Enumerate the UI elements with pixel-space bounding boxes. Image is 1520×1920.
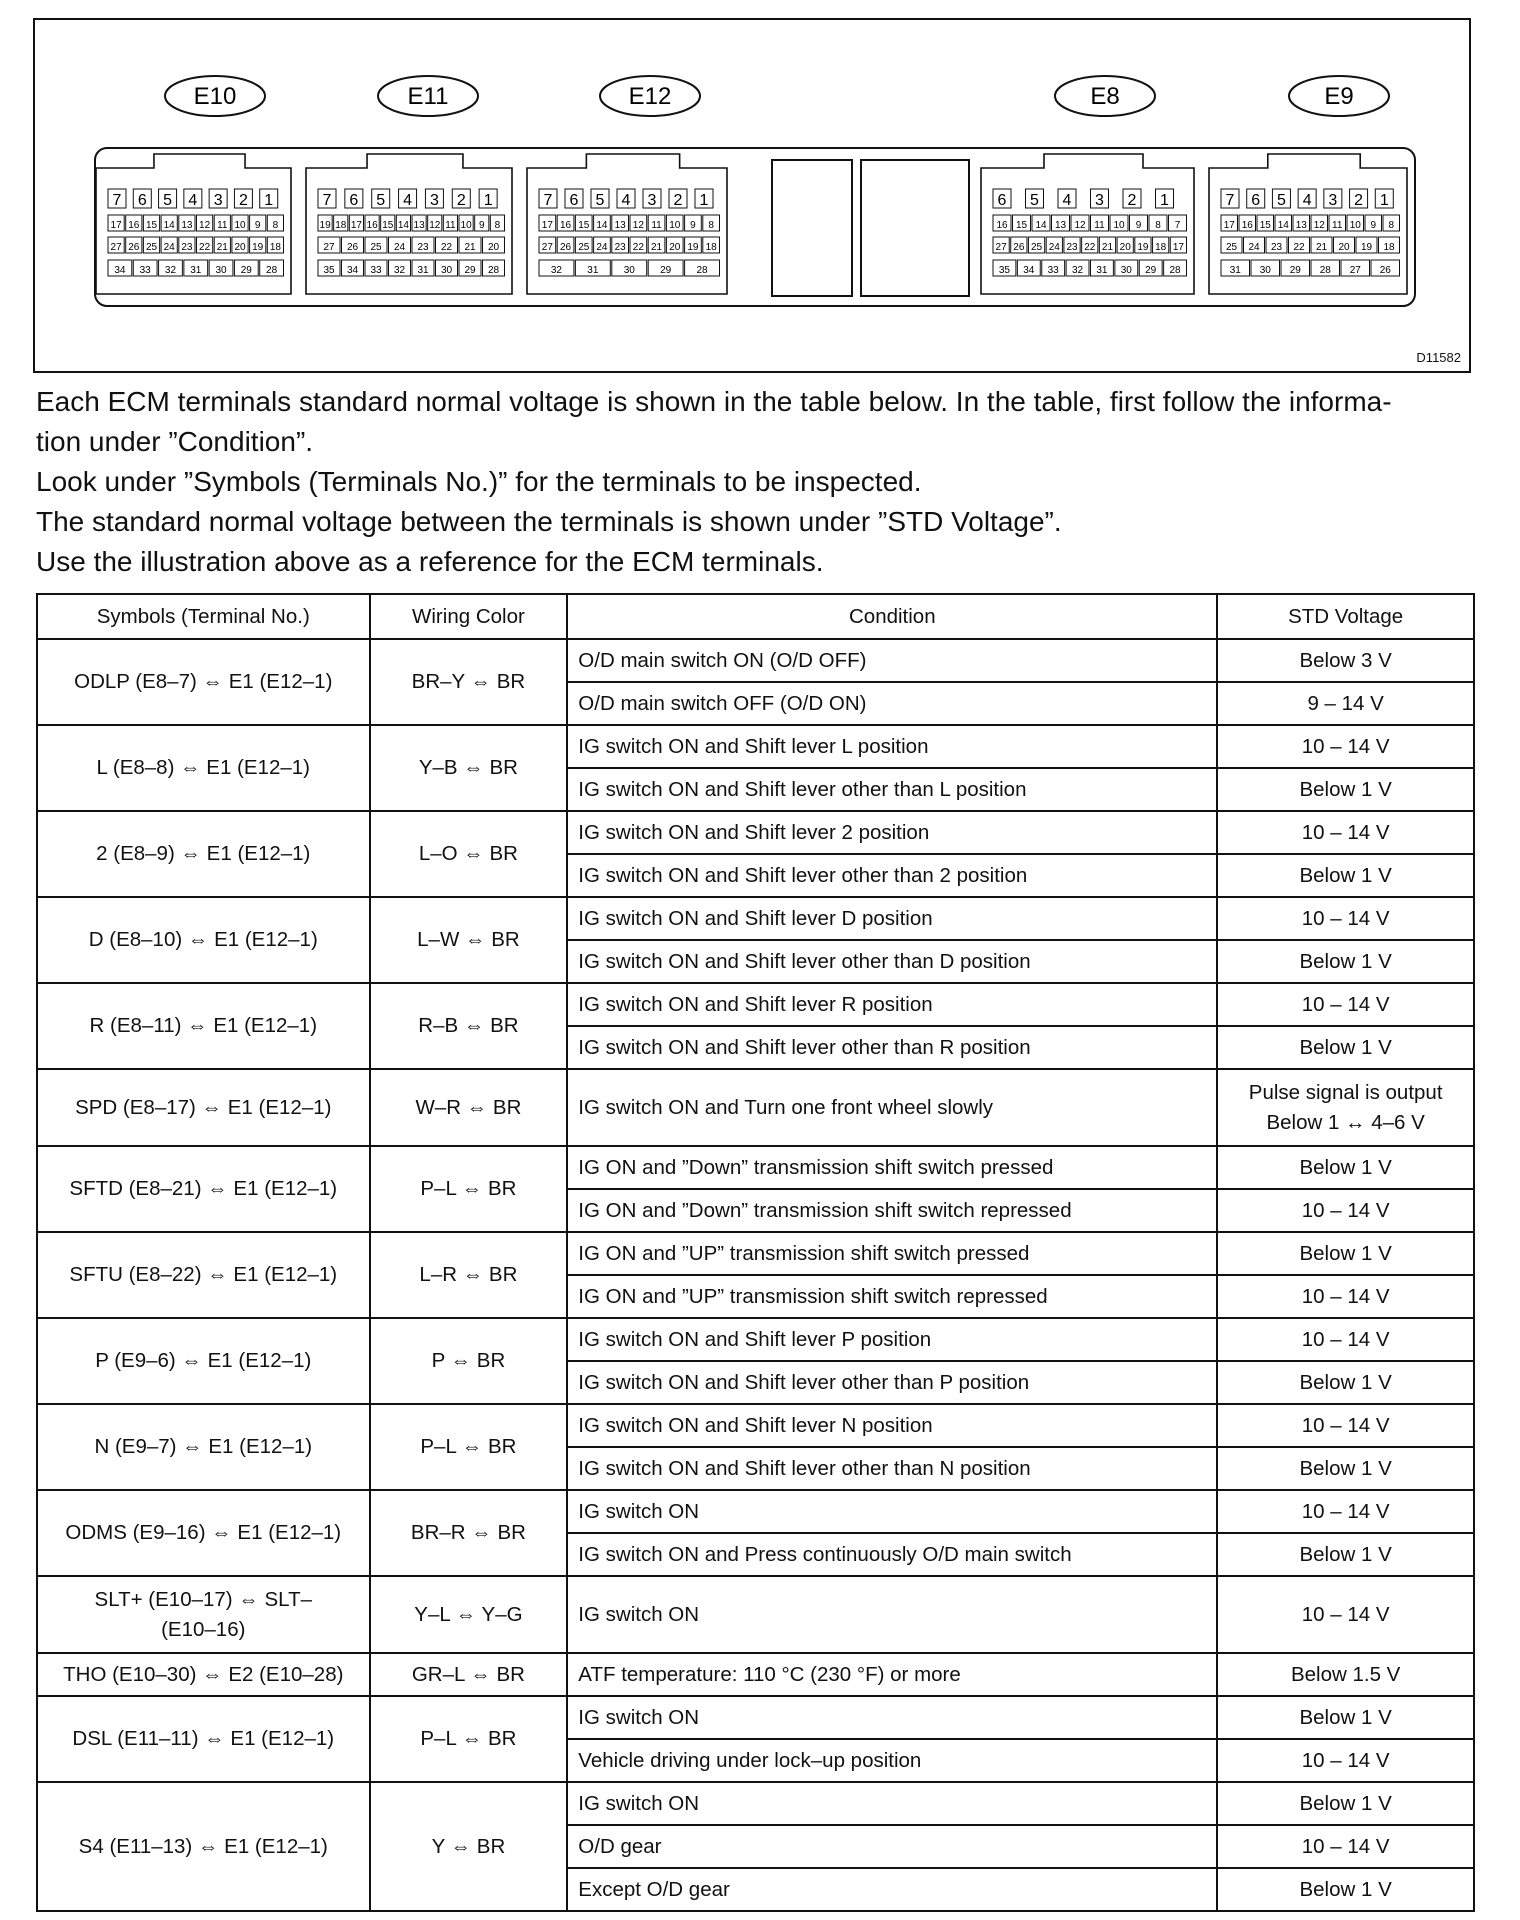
terminal-number: 13 [614, 220, 626, 231]
std-voltage-cell: 10 – 14 V [1217, 897, 1474, 940]
table-row [37, 725, 1474, 768]
terminal-number: 8 [708, 220, 714, 231]
std-voltage-cell: 10 – 14 V [1217, 1576, 1474, 1653]
terminal-number: 2 [238, 192, 248, 209]
terminal-number: 10 [234, 220, 246, 231]
terminal-number: 17 [350, 220, 362, 231]
table-row [37, 1653, 1474, 1696]
symbol-cell: SLT+ (E10–17) ⇔ SLT– (E10–16) [37, 1576, 370, 1653]
terminal-number: 34 [114, 265, 126, 276]
terminal-number: 4 [1062, 192, 1072, 209]
terminal-number: 31 [1096, 265, 1108, 276]
terminal-number: 1 [1379, 192, 1389, 209]
terminal-number: 2 [673, 192, 683, 209]
terminal-number: 29 [464, 265, 476, 276]
condition-cell: IG switch ON and Shift lever N position [567, 1404, 1217, 1447]
terminal-number: 10 [1113, 220, 1125, 231]
terminal-number: 24 [393, 242, 406, 253]
terminal-number: 31 [417, 265, 429, 276]
terminal-number: 17 [1172, 242, 1184, 253]
terminal-number: 15 [1259, 220, 1271, 231]
instruction-line: Each ECM terminals standard normal voltage is shown in the table below. In the table, first follow the informa- [36, 386, 1392, 417]
condition-cell: O/D main switch OFF (O/D ON) [567, 682, 1217, 725]
terminal-number: 26 [559, 242, 572, 253]
terminal-number: 6 [569, 192, 579, 209]
terminal-number: 8 [1388, 220, 1395, 231]
terminal-number: 26 [346, 242, 359, 253]
ecm-housing [95, 148, 1415, 306]
symbol-cell: 2 (E8–9) ⇔ E1 (E12–1) [37, 811, 370, 897]
terminal-number: 25 [1031, 242, 1043, 253]
terminal-number: 18 [335, 220, 347, 231]
terminal-number: 23 [181, 242, 193, 253]
terminal-number: 19 [252, 242, 264, 253]
std-voltage-cell: 10 – 14 V [1217, 811, 1474, 854]
terminal-number: 27 [323, 242, 335, 253]
std-voltage-cell: Below 1 V [1217, 1146, 1474, 1189]
terminal-number: 21 [464, 242, 476, 253]
connector-diagram [35, 20, 1469, 371]
terminal-number: 29 [1145, 265, 1157, 276]
terminal-number: 12 [1313, 220, 1325, 231]
terminal-number: 30 [1120, 265, 1132, 276]
terminal-number: 25 [578, 242, 590, 253]
std-voltage-cell: Below 1 V [1217, 1361, 1474, 1404]
header-std-voltage: STD Voltage [1217, 594, 1474, 639]
terminal-number: 4 [188, 192, 198, 209]
terminal-number: 13 [1295, 220, 1307, 231]
symbol-cell: L (E8–8) ⇔ E1 (E12–1) [37, 725, 370, 811]
terminal-number: 18 [705, 242, 717, 253]
terminal-number: 23 [614, 242, 626, 253]
terminal-number: 12 [632, 220, 644, 231]
condition-cell: IG switch ON and Shift lever other than L position [567, 768, 1217, 811]
terminal-number: 2 [1354, 192, 1364, 209]
symbol-cell: R (E8–11) ⇔ E1 (E12–1) [37, 983, 370, 1069]
condition-cell: IG switch ON and Shift lever other than 2 position [567, 854, 1217, 897]
terminal-number: 19 [687, 242, 699, 253]
terminal-number: 24 [163, 242, 175, 253]
symbol-cell: S4 (E11–13) ⇔ E1 (E12–1) [37, 1782, 370, 1911]
std-voltage-cell: Below 1 V [1217, 940, 1474, 983]
wiring-color-cell: P–L ⇔ BR [370, 1696, 568, 1782]
terminal-number: 28 [1169, 265, 1181, 276]
condition-cell: IG switch ON and Shift lever other than D position [567, 940, 1217, 983]
terminal-number: 13 [413, 220, 425, 231]
terminal-number: 29 [1289, 265, 1301, 276]
terminal-number: 14 [596, 220, 608, 231]
connector-label: E10 [193, 83, 237, 110]
terminal-number: 21 [216, 242, 228, 253]
ecm-connector-figure [33, 18, 1471, 373]
terminal-number: 23 [417, 242, 429, 253]
terminal-number: 25 [1225, 242, 1238, 253]
condition-cell: IG switch ON and Press continuously O/D main switch [567, 1533, 1217, 1576]
table-row [37, 1576, 1474, 1653]
terminal-number: 28 [266, 265, 278, 276]
terminal-number: 30 [440, 265, 453, 276]
instruction-line: Look under ”Symbols (Terminals No.)” for the terminals to be inspected. [36, 466, 922, 497]
terminal-number: 9 [254, 220, 261, 231]
header-condition: Condition [567, 594, 1217, 639]
connector-label: E9 [1324, 83, 1354, 110]
std-voltage-cell: 9 – 14 V [1217, 682, 1474, 725]
condition-cell: Vehicle driving under lock–up position [567, 1739, 1217, 1782]
terminal-number: 5 [376, 192, 386, 209]
symbol-cell: SFTD (E8–21) ⇔ E1 (E12–1) [37, 1146, 370, 1232]
table-header-row [37, 594, 1474, 639]
condition-cell: IG switch ON and Shift lever L position [567, 725, 1217, 768]
std-voltage-cell: 10 – 14 V [1217, 983, 1474, 1026]
terminal-number: 20 [669, 242, 681, 253]
terminal-number: 14 [1035, 220, 1047, 231]
terminal-number: 18 [1383, 242, 1395, 253]
std-voltage-cell: Below 1 V [1217, 854, 1474, 897]
terminal-number: 2 [456, 192, 466, 209]
terminal-number: 19 [1137, 242, 1149, 253]
terminal-number: 6 [1251, 192, 1261, 209]
terminal-number: 16 [1241, 220, 1253, 231]
terminal-number: 24 [596, 242, 608, 253]
std-voltage-cell: Below 3 V [1217, 639, 1474, 682]
terminal-number: 22 [1293, 242, 1305, 253]
std-voltage-cell: 10 – 14 V [1217, 1825, 1474, 1868]
terminal-number: 21 [1101, 242, 1114, 253]
terminal-number: 27 [541, 242, 553, 253]
std-voltage-cell: 10 – 14 V [1217, 1189, 1474, 1232]
terminal-number: 1 [264, 192, 274, 209]
terminal-number: 7 [543, 192, 553, 209]
terminal-number: 7 [322, 192, 332, 209]
terminal-number: 12 [429, 220, 441, 231]
terminal-number: 7 [112, 192, 122, 209]
terminal-number: 11 [1332, 220, 1343, 231]
terminal-number: 3 [647, 192, 657, 209]
condition-cell: O/D gear [567, 1825, 1217, 1868]
terminal-number: 22 [1084, 242, 1096, 253]
terminal-number: 14 [397, 220, 409, 231]
terminal-number: 32 [1072, 265, 1084, 276]
terminal-number: 9 [478, 220, 485, 231]
std-voltage-cell: Below 1 V [1217, 768, 1474, 811]
instruction-line: tion under ”Condition”. [36, 426, 314, 457]
terminal-number: 11 [217, 220, 228, 231]
table-row [37, 1404, 1474, 1447]
terminal-number: 19 [319, 220, 331, 231]
symbol-cell: THO (E10–30) ⇔ E2 (E10–28) [37, 1653, 370, 1696]
terminal-number: 9 [1135, 220, 1142, 231]
wiring-color-cell: L–W ⇔ BR [370, 897, 568, 983]
wiring-color-cell: P–L ⇔ BR [370, 1146, 568, 1232]
std-voltage-cell: Below 1.5 V [1217, 1653, 1474, 1696]
terminal-number: 10 [1349, 220, 1361, 231]
condition-cell: IG switch ON and Turn one front wheel slowly [567, 1069, 1217, 1146]
terminal-number: 27 [110, 242, 122, 253]
terminal-number: 2 [1127, 192, 1137, 209]
terminal-number: 21 [1315, 242, 1328, 253]
terminal-number: 30 [623, 265, 635, 276]
terminal-number: 9 [1370, 220, 1377, 231]
terminal-number: 14 [1277, 220, 1289, 231]
terminal-number: 15 [1015, 220, 1028, 231]
blank-block [772, 160, 852, 296]
terminal-number: 15 [578, 220, 590, 231]
std-voltage-cell: Below 1 V [1217, 1026, 1474, 1069]
terminal-number: 26 [1013, 242, 1025, 253]
terminal-number: 25 [370, 242, 382, 253]
terminal-number: 6 [349, 192, 359, 209]
terminal-number: 24 [1248, 242, 1260, 253]
table-body [37, 639, 1474, 1911]
terminal-number: 12 [199, 220, 211, 231]
terminal-number: 8 [1155, 220, 1161, 231]
std-voltage-cell: Below 1 V [1217, 1868, 1474, 1911]
terminal-number: 1 [1160, 192, 1169, 209]
terminal-number: 15 [382, 220, 394, 231]
terminal-number: 16 [996, 220, 1008, 231]
wiring-color-cell: L–O ⇔ BR [370, 811, 568, 897]
terminal-number: 4 [621, 192, 631, 209]
std-voltage-cell: Below 1 V [1217, 1447, 1474, 1490]
terminal-number: 5 [1276, 192, 1286, 209]
table-row [37, 897, 1474, 940]
terminal-number: 20 [1119, 242, 1131, 253]
condition-cell: O/D main switch ON (O/D OFF) [567, 639, 1217, 682]
terminal-number: 1 [483, 192, 493, 209]
wiring-color-cell: Y–B ⇔ BR [370, 725, 568, 811]
table-row [37, 1232, 1474, 1275]
terminal-number: 14 [163, 220, 175, 231]
table-row [37, 1146, 1474, 1189]
terminal-number: 17 [1223, 220, 1235, 231]
table-row [37, 983, 1474, 1026]
condition-cell: IG switch ON [567, 1490, 1217, 1533]
header-wiring-color: Wiring Color [370, 594, 568, 639]
table-row [37, 1490, 1474, 1533]
terminal-number: 27 [995, 242, 1007, 253]
terminal-number: 21 [650, 242, 663, 253]
terminal-number: 8 [272, 220, 279, 231]
terminal-number: 30 [215, 265, 227, 276]
terminal-number: 34 [346, 265, 359, 276]
condition-cell: IG switch ON [567, 1696, 1217, 1739]
terminal-number: 26 [128, 242, 140, 253]
terminal-number: 28 [696, 265, 708, 276]
terminal-number: 5 [1030, 192, 1039, 209]
terminal-number: 7 [1225, 192, 1235, 209]
wiring-color-cell: L–R ⇔ BR [370, 1232, 568, 1318]
terminal-number: 5 [595, 192, 605, 209]
terminal-number: 20 [234, 242, 246, 253]
terminal-number: 13 [181, 220, 193, 231]
terminal-number: 4 [403, 192, 413, 209]
instructions [36, 382, 1476, 582]
terminal-number: 22 [199, 242, 211, 253]
condition-cell: IG switch ON [567, 1576, 1217, 1653]
terminal-number: 33 [370, 265, 382, 276]
terminal-number: 22 [632, 242, 644, 253]
symbol-cell: ODLP (E8–7) ⇔ E1 (E12–1) [37, 639, 370, 725]
terminal-number: 29 [660, 265, 672, 276]
terminal-number: 24 [1048, 242, 1060, 253]
connector-label: E11 [407, 83, 449, 110]
condition-cell: IG switch ON and Shift lever other than N position [567, 1447, 1217, 1490]
terminal-number: 4 [1302, 192, 1312, 209]
terminal-number: 34 [1023, 265, 1035, 276]
terminal-number: 7 [1174, 220, 1181, 231]
symbol-cell: ODMS (E9–16) ⇔ E1 (E12–1) [37, 1490, 370, 1576]
terminal-number: 25 [145, 242, 158, 253]
condition-cell: IG switch ON and Shift lever 2 position [567, 811, 1217, 854]
terminal-number: 31 [1229, 265, 1241, 276]
terminal-number: 10 [669, 220, 681, 231]
connector-label: E8 [1090, 83, 1120, 110]
terminal-number: 3 [213, 192, 223, 209]
std-voltage-cell: Below 1 V [1217, 1782, 1474, 1825]
terminal-number: 17 [541, 220, 553, 231]
terminal-number: 18 [269, 242, 281, 253]
terminal-number: 11 [1094, 220, 1105, 231]
condition-cell: IG switch ON and Shift lever other than P position [567, 1361, 1217, 1404]
instruction-line: Use the illustration above as a reference for the ECM terminals. [36, 546, 824, 577]
terminal-number: 16 [366, 220, 378, 231]
std-voltage-cell: 10 – 14 V [1217, 1275, 1474, 1318]
terminal-number: 20 [487, 242, 500, 253]
condition-cell: IG switch ON [567, 1782, 1217, 1825]
terminal-number: 6 [997, 192, 1007, 209]
blank-block [861, 160, 969, 296]
symbol-cell: SPD (E8–17) ⇔ E1 (E12–1) [37, 1069, 370, 1146]
terminal-number: 3 [1095, 192, 1104, 209]
terminal-number: 5 [163, 192, 173, 209]
connector-label: E12 [628, 83, 672, 110]
wiring-color-cell: Y ⇔ BR [370, 1782, 568, 1911]
table-row [37, 811, 1474, 854]
condition-cell: ATF temperature: 110 °C (230 °F) or more [567, 1653, 1217, 1696]
wiring-color-cell: GR–L ⇔ BR [370, 1653, 568, 1696]
wiring-color-cell: P–L ⇔ BR [370, 1404, 568, 1490]
symbol-cell: DSL (E11–11) ⇔ E1 (E12–1) [37, 1696, 370, 1782]
condition-cell: IG switch ON and Shift lever other than R position [567, 1026, 1217, 1069]
condition-cell: IG ON and ”Down” transmission shift switch pressed [567, 1146, 1217, 1189]
terminal-number: 26 [1379, 265, 1391, 276]
condition-cell: Except O/D gear [567, 1868, 1217, 1911]
condition-cell: IG switch ON and Shift lever R position [567, 983, 1217, 1026]
terminal-number: 32 [164, 265, 177, 276]
terminal-number: 8 [494, 220, 501, 231]
wiring-color-cell: W–R ⇔ BR [370, 1069, 568, 1146]
terminal-number: 15 [145, 220, 158, 231]
std-voltage-cell: 10 – 14 V [1217, 1318, 1474, 1361]
terminal-number: 23 [1270, 242, 1283, 253]
terminal-number: 10 [460, 220, 472, 231]
terminal-number: 1 [699, 192, 709, 209]
terminal-number: 28 [1319, 265, 1331, 276]
table-row [37, 1696, 1474, 1739]
terminal-number: 12 [1074, 220, 1086, 231]
terminal-number: 3 [429, 192, 439, 209]
header-symbols: Symbols (Terminal No.) [37, 594, 370, 639]
ecm-terminal-table [36, 593, 1475, 1912]
terminal-number: 22 [440, 242, 453, 253]
symbol-cell: N (E9–7) ⇔ E1 (E12–1) [37, 1404, 370, 1490]
std-voltage-cell: 10 – 14 V [1217, 725, 1474, 768]
terminal-number: 27 [1349, 265, 1361, 276]
terminal-number: 23 [1066, 242, 1078, 253]
condition-cell: IG switch ON and Shift lever D position [567, 897, 1217, 940]
wiring-color-cell: BR–R ⇔ BR [370, 1490, 568, 1576]
table-row [37, 1069, 1474, 1146]
terminal-number: 35 [998, 265, 1010, 276]
terminal-number: 33 [139, 265, 151, 276]
std-voltage-cell: 10 – 14 V [1217, 1739, 1474, 1782]
symbol-cell: P (E9–6) ⇔ E1 (E12–1) [37, 1318, 370, 1404]
wiring-color-cell: BR–Y ⇔ BR [370, 639, 568, 725]
terminal-number: 33 [1047, 265, 1059, 276]
terminal-number: 31 [190, 265, 202, 276]
terminal-number: 29 [240, 265, 252, 276]
terminal-number: 18 [1155, 242, 1167, 253]
terminal-number: 11 [445, 220, 456, 231]
terminal-number: 11 [651, 220, 662, 231]
terminal-number: 35 [323, 265, 335, 276]
table-row [37, 639, 1474, 682]
terminal-number: 3 [1328, 192, 1338, 209]
condition-cell: IG ON and ”Down” transmission shift switch repressed [567, 1189, 1217, 1232]
terminal-number: 17 [110, 220, 122, 231]
wiring-color-cell: Y–L ⇔ Y–G [370, 1576, 568, 1653]
condition-cell: IG ON and ”UP” transmission shift switch repressed [567, 1275, 1217, 1318]
condition-cell: IG switch ON and Shift lever P position [567, 1318, 1217, 1361]
condition-cell: IG ON and ”UP” transmission shift switch pressed [567, 1232, 1217, 1275]
terminal-number: 32 [550, 265, 563, 276]
instruction-line: The standard normal voltage between the terminals is shown under ”STD Voltage”. [36, 506, 1062, 537]
terminal-number: 31 [587, 265, 599, 276]
figure-id: D11582 [1416, 350, 1461, 365]
table-row [37, 1318, 1474, 1361]
table-row [37, 1782, 1474, 1825]
terminal-number: 16 [128, 220, 140, 231]
std-voltage-cell: Below 1 V [1217, 1232, 1474, 1275]
symbol-cell: SFTU (E8–22) ⇔ E1 (E12–1) [37, 1232, 370, 1318]
terminal-number: 28 [487, 265, 500, 276]
terminal-number: 19 [1360, 242, 1373, 253]
terminal-number: 20 [1338, 242, 1350, 253]
terminal-number: 30 [1259, 265, 1271, 276]
terminal-number: 6 [137, 192, 147, 209]
terminal-number: 16 [559, 220, 572, 231]
symbol-cell: D (E8–10) ⇔ E1 (E12–1) [37, 897, 370, 983]
std-voltage-cell: Below 1 V [1217, 1533, 1474, 1576]
terminal-number: 9 [690, 220, 696, 231]
terminal-number: 32 [393, 265, 406, 276]
wiring-color-cell: P ⇔ BR [370, 1318, 568, 1404]
std-voltage-cell: 10 – 14 V [1217, 1404, 1474, 1447]
std-voltage-cell: 10 – 14 V [1217, 1490, 1474, 1533]
wiring-color-cell: R–B ⇔ BR [370, 983, 568, 1069]
std-voltage-cell: Pulse signal is output Below 1 ↔ 4–6 V [1217, 1069, 1474, 1146]
std-voltage-cell: Below 1 V [1217, 1696, 1474, 1739]
terminal-number: 13 [1054, 220, 1067, 231]
